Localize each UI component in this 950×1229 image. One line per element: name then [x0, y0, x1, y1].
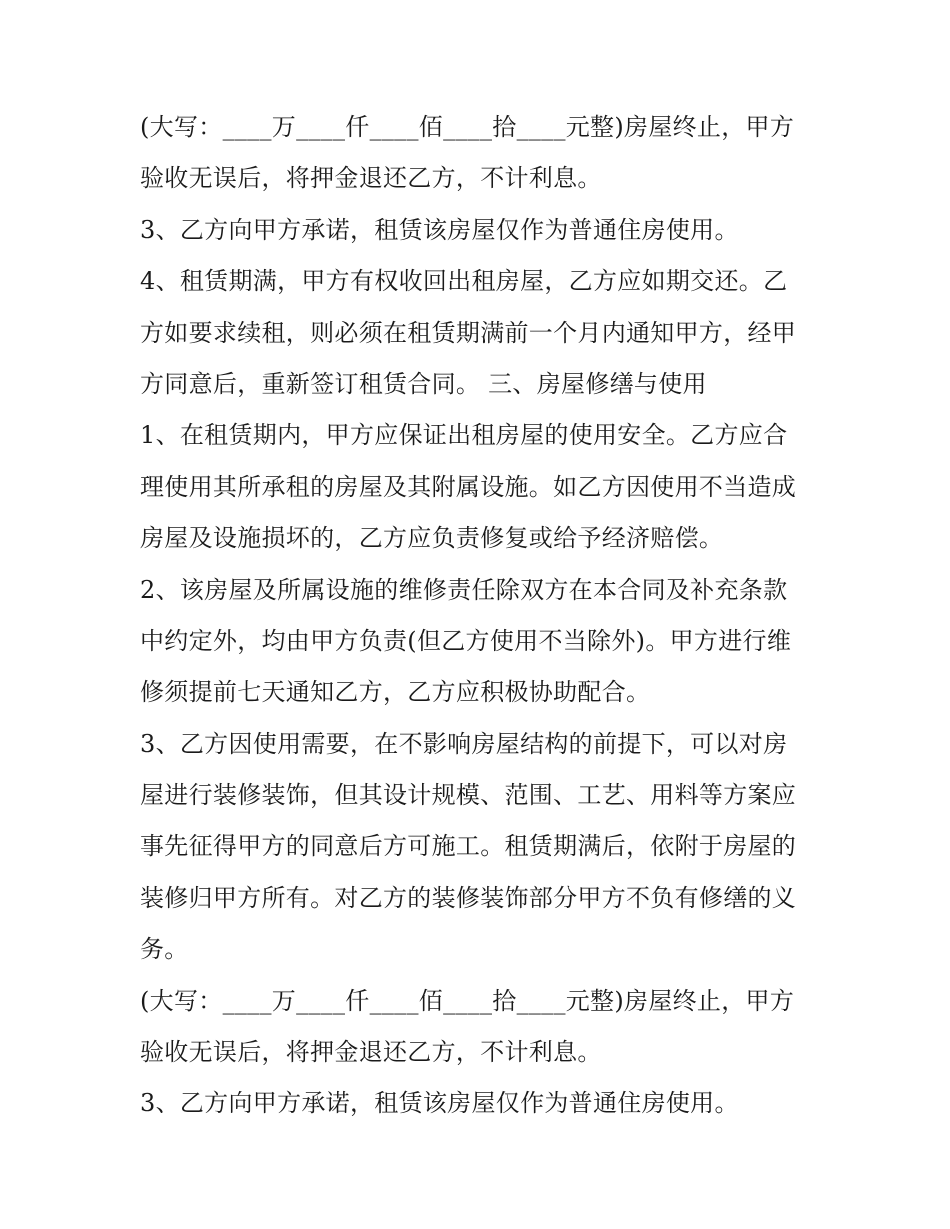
text-line: (大写：____万____仟____佰____拾____元整)房屋终止，甲方: [140, 113, 795, 141]
text-line: 3、乙方因使用需要，在不影响房屋结构的前提下，可以对房: [140, 729, 788, 758]
text-line: 屋进行装修装饰，但其设计规模、范围、工艺、用料等方案应: [140, 781, 797, 810]
text-line: 方同意后，重新签订租赁合同。 三、房屋修缮与使用: [140, 369, 707, 398]
text-line: 务。: [140, 935, 189, 964]
text-line: (大写：____万____仟____佰____拾____元整)房屋终止，甲方: [140, 986, 795, 1015]
text-line: 3、乙方向甲方承诺，租赁该房屋仅作为普通住房使用。: [140, 1089, 739, 1118]
text-line: 房屋及设施损坏的，乙方应负责修复或给予经济赔偿。: [140, 524, 724, 553]
text-line: 3、乙方向甲方承诺，租赁该房屋仅作为普通住房使用。: [140, 215, 739, 244]
text-line: 1、在租赁期内，甲方应保证出租房屋的使用安全。乙方应合: [140, 421, 788, 450]
text-line: 验收无误后，将押金退还乙方，不计利息。: [140, 164, 602, 193]
text-line: 验收无误后，将押金退还乙方，不计利息。: [140, 1038, 602, 1067]
text-line: 事先征得甲方的同意后方可施工。租赁期满后，依附于房屋的: [140, 832, 797, 861]
text-line: 4、租赁期满，甲方有权收回出租房屋，乙方应如期交还。乙: [140, 267, 788, 296]
text-line: 装修归甲方所有。对乙方的装修装饰部分甲方不负有修缮的义: [140, 883, 797, 912]
text-line: 2、该房屋及所属设施的维修责任除双方在本合同及补充条款: [140, 575, 788, 604]
text-line: 中约定外，均由甲方负责(但乙方使用不当除外)。甲方进行维: [140, 626, 792, 655]
text-line: 理使用其所承租的房屋及其附属设施。如乙方因使用不当造成: [140, 472, 797, 501]
text-line: 方如要求续租，则必须在租赁期满前一个月内通知甲方，经甲: [140, 318, 797, 347]
text-line: 修须提前七天通知乙方，乙方应积极协助配合。: [140, 678, 651, 707]
document-body: [140, 102, 820, 1130]
